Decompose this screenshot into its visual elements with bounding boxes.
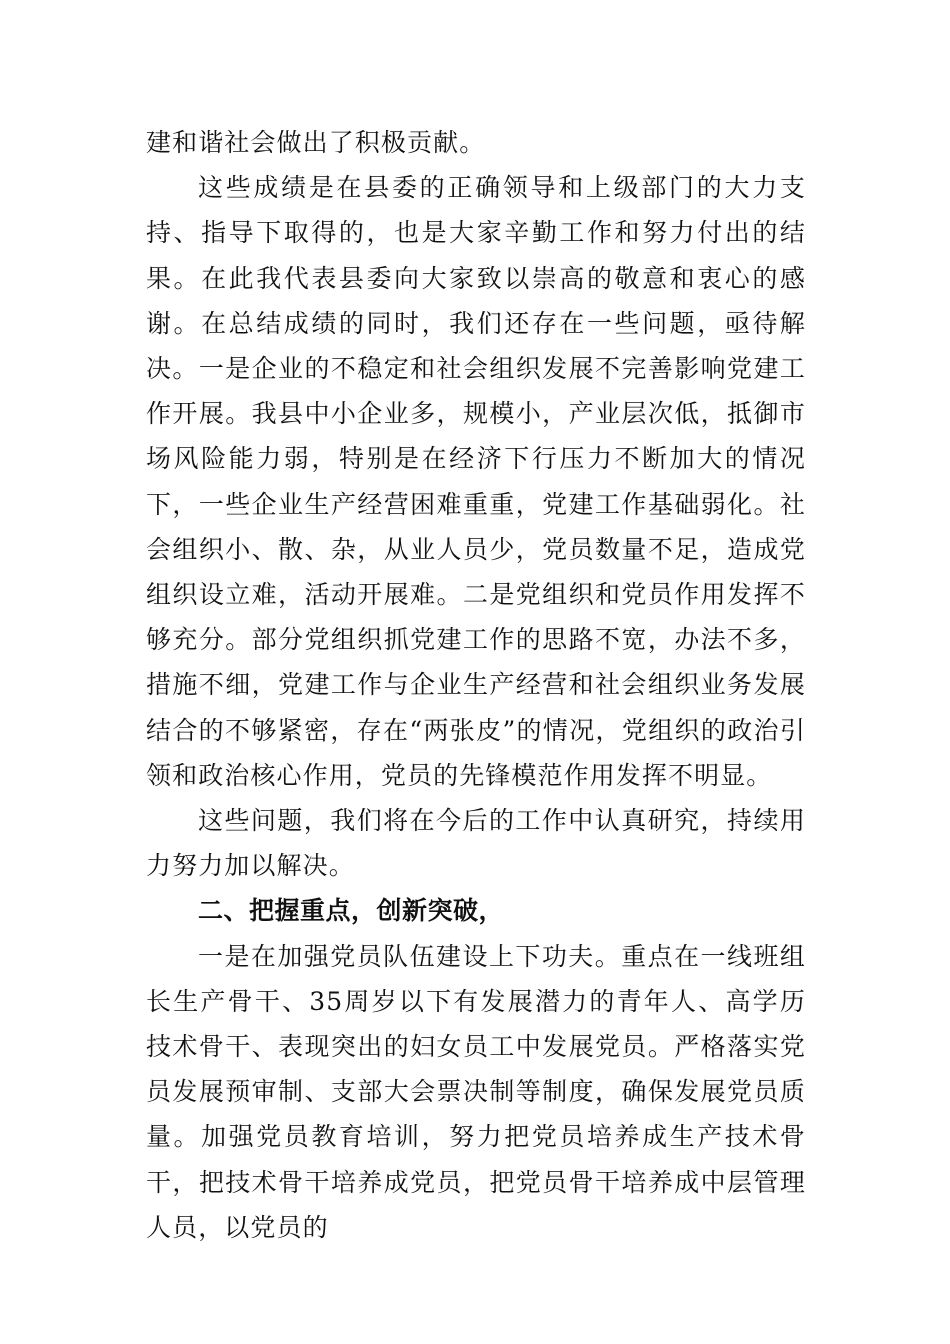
paragraph-problems-resolution: 这些问题，我们将在今后的工作中认真研究，持续用力努力加以解决。 [146, 806, 806, 881]
section-heading: 二、把握重点，创新突破， [198, 896, 505, 926]
paragraph-party-member-building: 一是在加强党员队伍建设上下功夫。重点在一线班组长生产骨干、35周岁以下有发展潜力的青年人、高学历技术骨干、表现突出的妇女员工中发展党员。严格落实党员发展预审制、支部大会票决制等制度，确保发展党员质量。加强党员教育培训，努力把党员培养成生产技术骨干，把技术骨干培养成党员，把党员骨干培养成中层管理人员，以党员的 [146, 941, 806, 1242]
document-page [146, 120, 806, 1250]
paragraph-achievements-and-problems: 这些成绩是在县委的正确领导和上级部门的大力支持、指导下取得的，也是大家辛勤工作和努力付出的结果。在此我代表县委向大家致以崇高的敬意和衷心的感谢。在总结成绩的同时，我们还存在一些问题，亟待解决。一是企业的不稳定和社会组织发展不完善影响党建工作开展。我县中小企业多，规模小，产业层次低，抵御市场风险能力弱，特别是在经济下行压力不断加大的情况下，一些企业生产经营困难重重，党建工作基础弱化。社会组织小、散、杂，从业人员少，党员数量不足，造成党组织设立难，活动开展难。二是党组织和党员作用发挥不够充分。部分党组织抓党建工作的思路不宽，办法不多，措施不细，党建工作与企业生产经营和社会组织业务发展结合的不够紧密，存在“两张皮”的情况，党组织的政治引领和政治核心作用，党员的先锋模范作用发挥不明显。 [146, 173, 806, 790]
paragraph-continuation: 建和谐社会做出了积极贡献。 [146, 128, 486, 157]
